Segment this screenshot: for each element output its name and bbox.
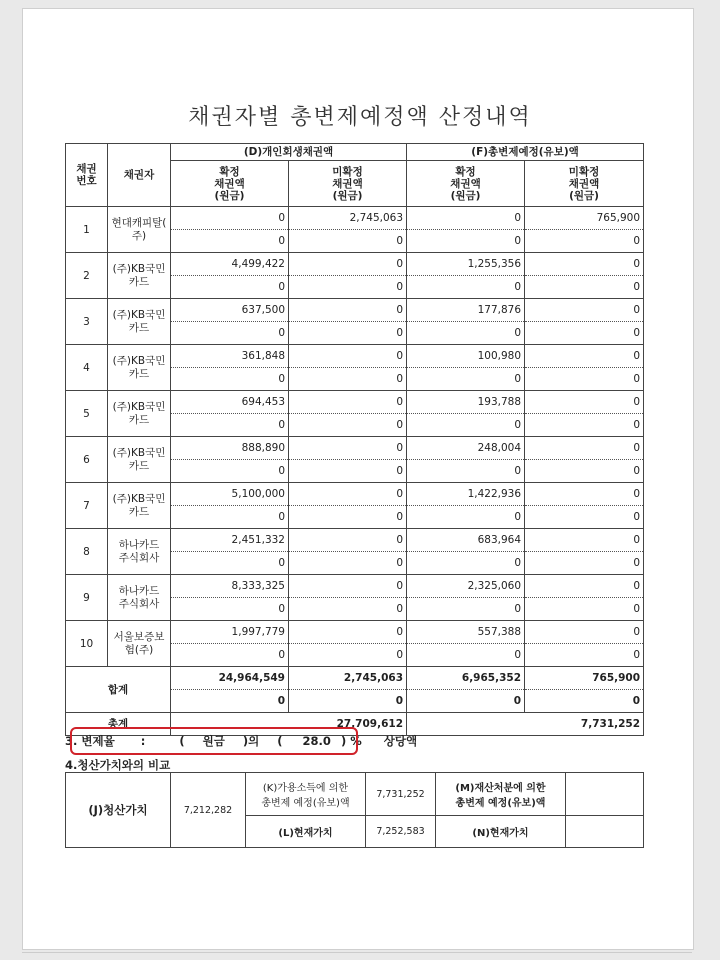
row-number: 4	[66, 345, 108, 391]
header-f-unconfirmed: 미확정 채권액 (원금)	[525, 161, 644, 207]
amount-cell: 177,876	[407, 299, 525, 322]
header-d-confirmed: 확정 채권액 (원금)	[171, 161, 289, 207]
amount-cell: 0	[525, 598, 644, 621]
amount-cell: 2,745,063	[289, 207, 407, 230]
amount-cell: 0	[171, 276, 289, 299]
amount-cell: 765,900	[525, 207, 644, 230]
amount-cell: 0	[407, 322, 525, 345]
amount-cell: 0	[525, 322, 644, 345]
table-row	[66, 529, 644, 552]
j-value: 7,212,282	[171, 773, 246, 848]
subtotal-cell: 765,900	[525, 667, 644, 690]
amount-cell: 8,333,325	[171, 575, 289, 598]
amount-cell: 0	[289, 230, 407, 253]
rate-value: 28.0	[302, 734, 331, 748]
creditor-name: (주)KB국민 카드	[108, 391, 171, 437]
amount-cell: 248,004	[407, 437, 525, 460]
amount-cell: 0	[289, 552, 407, 575]
subtotal-cell: 6,965,352	[407, 667, 525, 690]
amount-cell: 361,848	[171, 345, 289, 368]
creditor-name: (주)KB국민 카드	[108, 345, 171, 391]
amount-cell: 0	[171, 598, 289, 621]
amount-cell: 0	[407, 368, 525, 391]
amount-cell: 0	[171, 644, 289, 667]
amount-cell: 888,890	[171, 437, 289, 460]
subtotal-cell: 2,745,063	[289, 667, 407, 690]
row-number: 3	[66, 299, 108, 345]
amount-cell: 0	[407, 414, 525, 437]
header-no-line1: 채권	[76, 163, 97, 175]
amount-cell: 0	[289, 391, 407, 414]
amount-cell: 0	[289, 644, 407, 667]
row-number: 6	[66, 437, 108, 483]
subtotal-cell: 0	[407, 690, 525, 713]
amount-cell: 4,499,422	[171, 253, 289, 276]
highlight-box	[70, 727, 358, 755]
amount-cell: 0	[525, 368, 644, 391]
rate-basis: 원금	[202, 734, 225, 748]
total-d: 27,709,612	[171, 713, 407, 736]
amount-cell: 0	[289, 276, 407, 299]
amount-cell: 0	[525, 621, 644, 644]
row-number: 9	[66, 575, 108, 621]
amount-cell: 0	[289, 529, 407, 552]
page-title: 채권자별 총변제예정액 산정내역	[188, 105, 532, 130]
amount-cell: 0	[289, 598, 407, 621]
amount-cell: 0	[407, 276, 525, 299]
subtotal-cell: 0	[289, 690, 407, 713]
subtotal-label: 합계	[66, 667, 171, 713]
amount-cell: 0	[525, 644, 644, 667]
creditor-name: 서울보증보 험(주)	[108, 621, 171, 667]
amount-cell: 0	[525, 299, 644, 322]
amount-cell: 2,325,060	[407, 575, 525, 598]
amount-cell: 0	[171, 414, 289, 437]
amount-cell: 0	[289, 460, 407, 483]
amount-cell: 0	[171, 506, 289, 529]
subtotal-cell: 24,964,549	[171, 667, 289, 690]
page-bottom-rule	[22, 952, 692, 953]
header-d-unconfirmed: 미확정 채권액 (원금)	[289, 161, 407, 207]
amount-cell: 0	[407, 207, 525, 230]
k-value: 7,731,252	[366, 773, 436, 816]
amount-cell: 1,997,779	[171, 621, 289, 644]
n-label: (N)현재가치	[436, 816, 566, 848]
m-label: (M)재산처분에 의한 총변제 예정(유보)액	[436, 773, 566, 816]
m-value	[566, 773, 644, 816]
amount-cell: 1,422,936	[407, 483, 525, 506]
creditor-name: (주)KB국민 카드	[108, 299, 171, 345]
amount-cell: 694,453	[171, 391, 289, 414]
creditor-name: (주)KB국민 카드	[108, 483, 171, 529]
amount-cell: 2,451,332	[171, 529, 289, 552]
row-number: 1	[66, 207, 108, 253]
section-4-title: 4.청산가치와의 비교	[65, 758, 171, 772]
header-group-d: (D)개인회생채권액	[171, 144, 407, 161]
amount-cell: 5,100,000	[171, 483, 289, 506]
header-no-line2: 번호	[76, 175, 97, 187]
amount-cell: 0	[289, 437, 407, 460]
amount-cell: 0	[525, 552, 644, 575]
table-row	[66, 345, 644, 368]
amount-cell: 0	[171, 460, 289, 483]
header-group-f: (F)총변제예정(유보)액	[407, 144, 644, 161]
table-row	[66, 621, 644, 644]
table-row	[66, 437, 644, 460]
creditor-name: 하나카드 주식회사	[108, 575, 171, 621]
subtotal-cell: 0	[525, 690, 644, 713]
amount-cell: 0	[525, 437, 644, 460]
amount-cell: 0	[289, 506, 407, 529]
n-value	[566, 816, 644, 848]
amount-cell: 0	[289, 621, 407, 644]
table-row	[66, 253, 644, 276]
amount-cell: 0	[407, 598, 525, 621]
amount-cell: 0	[171, 368, 289, 391]
amount-cell: 0	[407, 506, 525, 529]
creditor-name: (주)KB국민 카드	[108, 253, 171, 299]
amount-cell: 0	[525, 460, 644, 483]
row-number: 8	[66, 529, 108, 575]
amount-cell: 0	[289, 253, 407, 276]
table-row	[66, 575, 644, 598]
amount-cell: 0	[525, 276, 644, 299]
amount-cell: 637,500	[171, 299, 289, 322]
creditor-table	[65, 143, 644, 736]
repayment-rate: 3. 변제율 : ( 원금 )의 ( 28.0 ) % 상당액	[65, 734, 418, 748]
row-number: 2	[66, 253, 108, 299]
amount-cell: 0	[171, 207, 289, 230]
amount-cell: 0	[289, 483, 407, 506]
creditor-name: 현대캐피탈( 주)	[108, 207, 171, 253]
k-label: (K)가용소득에 의한 총변제 예정(유보)액	[246, 773, 366, 816]
amount-cell: 0	[525, 391, 644, 414]
amount-cell: 100,980	[407, 345, 525, 368]
amount-cell: 0	[525, 529, 644, 552]
amount-cell: 0	[407, 230, 525, 253]
amount-cell: 683,964	[407, 529, 525, 552]
header-no	[66, 144, 108, 207]
amount-cell: 0	[171, 552, 289, 575]
table-row	[66, 391, 644, 414]
amount-cell: 0	[407, 644, 525, 667]
amount-cell: 0	[525, 483, 644, 506]
row-number: 5	[66, 391, 108, 437]
amount-cell: 0	[525, 345, 644, 368]
amount-cell: 193,788	[407, 391, 525, 414]
amount-cell: 0	[407, 460, 525, 483]
amount-cell: 0	[171, 230, 289, 253]
amount-cell: 557,388	[407, 621, 525, 644]
amount-cell: 0	[525, 253, 644, 276]
amount-cell: 0	[407, 552, 525, 575]
amount-cell: 0	[289, 414, 407, 437]
amount-cell: 0	[171, 322, 289, 345]
amount-cell: 0	[525, 575, 644, 598]
amount-cell: 1,255,356	[407, 253, 525, 276]
l-value: 7,252,583	[366, 816, 436, 848]
j-label: (J)청산가치	[66, 773, 171, 848]
amount-cell: 0	[525, 414, 644, 437]
header-creditor: 채권자	[108, 144, 171, 207]
header-f-confirmed: 확정 채권액 (원금)	[407, 161, 525, 207]
row-number: 10	[66, 621, 108, 667]
subtotal-cell: 0	[171, 690, 289, 713]
table-row	[66, 207, 644, 230]
amount-cell: 0	[289, 299, 407, 322]
table-row	[66, 483, 644, 506]
amount-cell: 0	[289, 575, 407, 598]
amount-cell: 0	[289, 345, 407, 368]
amount-cell: 0	[289, 368, 407, 391]
row-number: 7	[66, 483, 108, 529]
liquidation-compare-table	[65, 772, 644, 848]
l-label: (L)현재가치	[246, 816, 366, 848]
total-f: 7,731,252	[407, 713, 644, 736]
total-label: 총계	[66, 713, 171, 736]
creditor-name: 하나카드 주식회사	[108, 529, 171, 575]
amount-cell: 0	[525, 230, 644, 253]
amount-cell: 0	[289, 322, 407, 345]
table-row	[66, 299, 644, 322]
creditor-name: (주)KB국민 카드	[108, 437, 171, 483]
amount-cell: 0	[525, 506, 644, 529]
